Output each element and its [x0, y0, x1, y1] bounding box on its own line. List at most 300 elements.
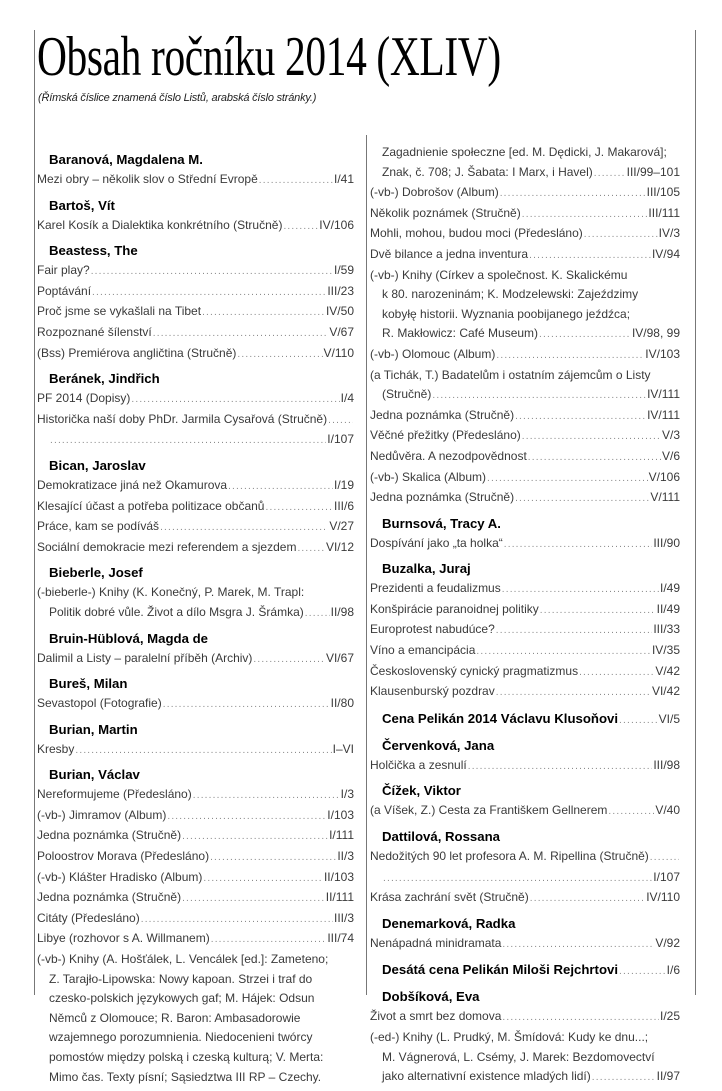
toc-entry	[37, 694, 354, 715]
toc-entry	[370, 447, 680, 468]
page-reference: IV/111	[647, 387, 680, 402]
toc-entry	[370, 934, 680, 955]
entry-line	[370, 868, 680, 889]
page-reference: III/99–101	[626, 164, 680, 179]
toc-entry	[370, 579, 680, 600]
entry-line	[370, 245, 680, 266]
toc-entry	[370, 406, 680, 427]
page-reference: III/3	[333, 910, 354, 925]
dot-leader	[160, 518, 328, 538]
page-reference: VI/12	[325, 539, 354, 554]
dot-leader	[608, 802, 654, 822]
page-reference: II/3	[337, 849, 354, 864]
entry-line	[37, 476, 354, 497]
page-reference: III/111	[648, 205, 680, 220]
entry-title: Krása zachrání svět (Stručně)	[370, 890, 529, 905]
entry-line	[370, 579, 680, 600]
page-subtitle: (Římská číslice znamená číslo Listů, arabská číslo stránky.)	[38, 92, 317, 104]
toc-block	[370, 827, 680, 909]
entry-line	[370, 934, 680, 955]
entry-title: Znak, č. 708; J. Šabata: I Marx, i Havel)	[382, 164, 593, 179]
dot-leader	[528, 448, 661, 468]
dot-leader	[259, 171, 333, 191]
dot-leader	[210, 848, 336, 868]
entry-title: Jedna poznámka (Stručně)	[37, 890, 182, 905]
entry-title: Práce, kam se podíváš	[37, 519, 160, 534]
entry-line	[370, 682, 680, 703]
toc-entry	[370, 847, 680, 888]
entry-title: R. Makłowicz: Café Museum)	[382, 326, 539, 341]
entry-title: Libye (rozhovor s A. Willmanem)	[37, 931, 210, 946]
dot-leader	[619, 962, 666, 982]
toc-block	[370, 143, 680, 509]
dot-leader	[237, 345, 322, 365]
toc-block	[37, 629, 354, 670]
page-reference: IV/3	[658, 226, 680, 241]
page-reference: IV/103	[645, 346, 680, 361]
dot-leader	[253, 650, 325, 670]
toc-block	[37, 369, 354, 451]
entry-title: Karel Kosík a Dialektika konkrétního (Stručně)	[37, 217, 283, 232]
page-reference: I/41	[333, 172, 354, 186]
toc-entry	[370, 224, 680, 245]
dot-leader	[91, 262, 333, 282]
entry-line	[370, 163, 680, 184]
entry-line	[37, 649, 354, 670]
award-entry	[370, 960, 680, 982]
toc-entry	[370, 345, 680, 366]
award-title: Cena Pelikán 2014 Václavu Klusoňovi	[382, 710, 619, 726]
page-reference: II/98	[330, 604, 354, 619]
entry-line: Mimo čas. Texty písní; Sąsiedztwa III RP – Czechy.	[49, 1069, 322, 1084]
toc-entry	[370, 488, 680, 509]
page-reference: I/3	[340, 787, 354, 802]
toc-entry	[370, 1007, 680, 1028]
entry-title: Poptávání	[37, 283, 92, 298]
dot-leader	[202, 303, 325, 323]
entry-line	[370, 345, 680, 366]
entry-title: Sevastopol (Fotografie)	[37, 696, 162, 711]
entry-line	[370, 756, 680, 777]
page-reference: I/19	[333, 477, 354, 492]
page-reference: I/4	[340, 391, 354, 406]
page-reference: I–VI	[332, 741, 354, 756]
toc-entry	[370, 426, 680, 447]
page-border-left	[34, 30, 35, 995]
author-name: Burian, Václav	[49, 767, 140, 783]
toc-block	[370, 709, 680, 731]
toc-block	[37, 456, 354, 558]
entry-line	[37, 430, 354, 451]
toc-block	[37, 674, 354, 715]
page-reference: V/111	[650, 490, 680, 505]
entry-line: Zagadnienie społeczne [ed. M. Dędicki, J. Makarová];	[382, 145, 667, 159]
page-reference: I/25	[659, 1009, 680, 1024]
page-reference: IV/94	[651, 246, 680, 261]
dot-leader	[476, 642, 651, 662]
entry-line	[370, 324, 680, 345]
toc-block	[37, 563, 354, 623]
dot-leader	[540, 601, 656, 621]
page-reference: V/106	[648, 469, 680, 484]
dot-leader	[650, 848, 679, 868]
page-reference: IV/111	[647, 407, 680, 422]
entry-title: Mohli, mohou, budou moci (Předesláno)	[370, 226, 583, 241]
entry-line	[370, 801, 680, 822]
entry-line: (-vb-) Knihy (Církev a společnost. K. Skalickému	[370, 267, 628, 282]
entry-line	[370, 385, 680, 406]
dot-leader	[515, 489, 649, 509]
entry-line	[370, 662, 680, 683]
dot-leader	[92, 283, 326, 303]
dot-leader	[584, 225, 658, 245]
entry-line	[37, 847, 354, 868]
entry-line	[37, 282, 354, 303]
toc-column-right	[370, 143, 680, 1091]
toc-block	[370, 736, 680, 777]
dot-leader	[141, 910, 333, 930]
entry-line	[370, 847, 680, 868]
toc-entry	[370, 801, 680, 822]
toc-block	[37, 720, 354, 761]
entry-line	[370, 1067, 680, 1088]
page-reference: IV/110	[646, 890, 680, 905]
dot-leader	[283, 217, 318, 237]
author-name: Bican, Jaroslav	[49, 457, 146, 473]
dot-leader	[515, 407, 646, 427]
dot-leader	[167, 807, 326, 827]
page-reference: III/6	[333, 498, 354, 513]
toc-block	[370, 514, 680, 555]
dot-leader	[75, 741, 331, 761]
dot-leader	[432, 386, 646, 406]
entry-line	[37, 826, 354, 847]
toc-entry	[370, 143, 680, 183]
dot-leader	[328, 411, 353, 431]
entry-title: Jedna poznámka (Stručně)	[37, 828, 182, 843]
page-reference: V/40	[655, 803, 680, 818]
entry-title: Kresby	[37, 741, 75, 756]
dot-leader	[383, 869, 652, 889]
page-reference: III/23	[327, 283, 354, 298]
toc-entry	[37, 868, 354, 889]
entry-line	[370, 426, 680, 447]
entry-title: Klesající účast a potřeba politizace občanů	[37, 498, 265, 513]
toc-entry	[370, 620, 680, 641]
entry-title: (-vb-) Skalica (Album)	[370, 469, 487, 484]
entry-title: Rozpoznané šílenství	[37, 324, 152, 339]
entry-line	[370, 534, 680, 555]
entry-line: k 80. narozeninám; K. Modzelewski: Zajeździmy	[382, 287, 639, 302]
toc-entry	[37, 216, 354, 237]
page-reference: III/33	[653, 622, 680, 637]
toc-entry	[370, 534, 680, 555]
page-reference: V/27	[329, 519, 354, 534]
author-name: Burian, Martin	[49, 721, 138, 737]
entry-title: Dvě bilance a jedna inventura	[370, 246, 529, 261]
entry-title: Jedna poznámka (Stručně)	[370, 490, 515, 505]
toc-entry	[37, 282, 354, 303]
toc-block	[370, 960, 680, 982]
dot-leader	[502, 580, 659, 600]
entry-line	[37, 323, 354, 344]
toc-column-left	[37, 145, 354, 1090]
entry-line	[37, 389, 354, 410]
page-reference: III/98	[653, 757, 680, 772]
dot-leader	[193, 786, 340, 806]
dot-leader	[500, 184, 646, 204]
toc-entry	[37, 389, 354, 410]
toc-entry	[370, 468, 680, 489]
entry-line	[370, 600, 680, 621]
page-reference: V/6	[661, 448, 680, 463]
author-name: Burnsová, Tracy A.	[382, 515, 501, 531]
entry-line: (-vb-) Knihy (A. Hošťálek, L. Vencálek [ed.]: Zameteno;	[37, 952, 329, 967]
entry-line	[37, 888, 354, 909]
author-name: Bartoš, Vít	[49, 197, 115, 213]
page-reference: IV/98, 99	[631, 326, 680, 341]
entry-line	[370, 183, 680, 204]
entry-line	[37, 603, 354, 624]
entry-title: Politik dobré vůle. Život a dílo Msgra J. Šrámka)	[49, 604, 304, 619]
dot-leader	[50, 431, 326, 451]
toc-entry	[370, 245, 680, 266]
toc-entry	[37, 929, 354, 950]
toc-block	[370, 914, 680, 955]
page-reference: II/49	[656, 601, 680, 616]
entry-line: M. Vágnerová, L. Csémy, J. Marek: Bezdomovectví	[382, 1049, 655, 1064]
entry-line: kobyłę historii. Wyznania poobijanego jeźdźca;	[382, 306, 631, 321]
entry-line	[37, 261, 354, 282]
entry-title: Mezi obry – několik slov o Střední Evropě	[37, 172, 258, 186]
dot-leader	[529, 246, 651, 266]
toc-entry	[370, 204, 680, 225]
entry-line	[37, 740, 354, 761]
entry-title: Několik poznámek (Stručně)	[370, 205, 521, 220]
entry-title: Československý cynický pragmatizmus	[370, 663, 579, 678]
entry-title: Klausenburský pozdrav	[370, 684, 495, 699]
entry-line: Z. Tarajło-Lipowska: Nowy kapoan. Strzei i traf do	[49, 971, 313, 986]
entry-title: Demokratizace jiná než Okamurova	[37, 477, 228, 492]
toc-entry	[37, 847, 354, 868]
entry-line	[37, 806, 354, 827]
page-reference: IV/50	[325, 304, 354, 319]
dot-leader	[522, 427, 661, 447]
dot-leader	[496, 346, 644, 366]
page-reference: I/6	[666, 963, 680, 978]
entry-title: Konšpirácie paranoidnej politiky	[370, 601, 539, 616]
page-reference: VI/67	[325, 650, 354, 665]
page-reference: VI/42	[651, 684, 680, 699]
entry-title: (a Víšek, Z.) Cesta za Františkem Gellnerem	[370, 803, 608, 818]
entry-title: Historička naší doby PhDr. Jarmila Cysařová (Stručně)	[37, 411, 328, 426]
page-reference: III/74	[327, 931, 354, 946]
entry-title: Prezidenti a feudalizmus	[370, 581, 501, 596]
entry-line	[370, 406, 680, 427]
page-reference: V/42	[655, 663, 680, 678]
page-reference: V/92	[655, 935, 680, 950]
author-name: Čížek, Viktor	[382, 783, 461, 799]
toc-entry	[37, 740, 354, 761]
toc-entry	[370, 641, 680, 662]
page-reference: II/97	[656, 1069, 680, 1084]
page-reference: II/103	[323, 869, 354, 884]
toc-entry	[37, 888, 354, 909]
entry-title: Nenápadná minidramata	[370, 935, 502, 950]
dot-leader	[153, 324, 329, 344]
entry-title: (Stručně)	[382, 387, 432, 402]
entry-line: wzajemnego porozumnienia. Niedocenieni twórcy	[49, 1030, 313, 1045]
author-name: Bruin-Hüblová, Magda de	[49, 630, 208, 646]
page-reference: I/49	[659, 581, 680, 596]
toc-entry	[37, 583, 354, 623]
entry-title: (-vb-) Klášter Hradisko (Album)	[37, 869, 203, 884]
author-name: Buzalka, Juraj	[382, 561, 471, 577]
page-title: Obsah ročníku 2014 (XLIV)	[37, 26, 501, 88]
toc-entry	[37, 785, 354, 806]
toc-entry	[37, 410, 354, 451]
toc-entry	[37, 302, 354, 323]
entry-title: Poloostrov Morava (Předesláno)	[37, 849, 210, 864]
toc-entry	[37, 517, 354, 538]
dot-leader	[592, 1068, 656, 1088]
entry-line: (-ed-) Knihy (L. Prudký, M. Šmídová: Kudy ke dnu...;	[370, 1030, 649, 1044]
entry-title: Nereformujeme (Předesláno)	[37, 787, 192, 802]
toc-entry	[370, 888, 680, 909]
author-name: Bieberle, Josef	[49, 565, 143, 581]
entry-line	[37, 694, 354, 715]
entry-title: Europrotest nabudúce?	[370, 622, 495, 637]
toc-block	[370, 781, 680, 822]
toc-entry	[37, 261, 354, 282]
dot-leader	[502, 1008, 659, 1028]
toc-block	[370, 987, 680, 1087]
entry-title: (-vb-) Jimramov (Album)	[37, 807, 167, 822]
author-name: Denemarková, Radka	[382, 915, 516, 931]
dot-leader	[297, 539, 325, 559]
author-name: Červenková, Jana	[382, 737, 495, 753]
page-reference: III/105	[646, 185, 680, 200]
dot-leader	[131, 390, 339, 410]
entry-line	[37, 497, 354, 518]
dot-leader	[305, 604, 330, 624]
page-reference: I/59	[333, 263, 354, 278]
page-reference: I/111	[329, 828, 354, 843]
page-reference: V/3	[661, 428, 680, 443]
toc-entry	[370, 183, 680, 204]
dot-leader	[182, 889, 325, 909]
entry-title: PF 2014 (Dopisy)	[37, 391, 131, 406]
toc-entry	[37, 344, 354, 365]
toc-entry	[370, 662, 680, 683]
entry-line	[37, 538, 354, 559]
page-reference: VI/5	[658, 711, 680, 726]
entry-title: Věčné přežitky (Předesláno)	[370, 428, 521, 443]
dot-leader	[203, 869, 323, 889]
toc-entry	[37, 323, 354, 344]
entry-line	[37, 170, 354, 191]
entry-line	[370, 204, 680, 225]
award-title: Desátá cena Pelikán Miloši Rejchrtovi	[382, 962, 619, 978]
dot-leader	[579, 663, 654, 683]
entry-line: (a Tichák, T.) Badatelům i ostatním zájemcům o Listy	[370, 367, 651, 382]
toc-block	[37, 241, 354, 364]
dot-leader	[211, 930, 327, 950]
entry-title: (-vb-) Dobrošov (Album)	[370, 185, 499, 200]
entry-title: Život a smrt bez domova	[370, 1009, 502, 1024]
entry-title: jako alternativní existence mladých lidí)	[382, 1069, 591, 1084]
entry-line	[370, 1007, 680, 1028]
entry-title: Citáty (Předesláno)	[37, 910, 140, 925]
dot-leader	[487, 469, 648, 489]
dot-leader	[522, 205, 648, 225]
dot-leader	[182, 827, 328, 847]
author-name: Dattilová, Rossana	[382, 829, 500, 845]
dot-leader	[496, 683, 651, 703]
author-name: Beastess, The	[49, 243, 138, 259]
entry-title: Sociální demokracie mezi referendem a sjezdem	[37, 539, 297, 554]
toc-entry	[37, 649, 354, 670]
toc-entry	[370, 600, 680, 621]
toc-entry	[370, 682, 680, 703]
toc-block	[37, 150, 354, 191]
dot-leader	[619, 711, 658, 731]
entry-line	[37, 216, 354, 237]
entry-line	[37, 929, 354, 950]
entry-title: Nedožitých 90 let profesora A. M. Ripellina (Stručně)	[370, 849, 649, 864]
entry-line	[370, 641, 680, 662]
entry-title: Proč jsme se vykašlali na Tibet	[37, 304, 202, 319]
author-name: Baranová, Magdalena M.	[49, 152, 203, 167]
toc-block	[370, 559, 680, 703]
toc-entry	[37, 497, 354, 518]
dot-leader	[539, 325, 631, 345]
toc-entry	[37, 538, 354, 559]
page-reference: V/110	[323, 345, 354, 360]
dot-leader	[163, 695, 330, 715]
entry-title: Víno a emancipácia	[370, 643, 476, 658]
entry-line	[37, 410, 354, 431]
dot-leader	[502, 935, 654, 955]
page-reference: III/90	[653, 535, 680, 550]
entry-title: (-vb-) Olomouc (Album)	[370, 346, 496, 361]
toc-entry	[37, 806, 354, 827]
page-reference: I/107	[327, 432, 354, 447]
entry-line: (-bieberle-) Knihy (K. Konečný, P. Marek, M. Trapl:	[37, 585, 305, 600]
entry-line	[370, 888, 680, 909]
entry-title: Fair play?	[37, 263, 90, 278]
entry-line	[37, 909, 354, 930]
entry-title: Holčička a zesnulí	[370, 757, 467, 772]
toc-entry	[37, 826, 354, 847]
entry-line	[370, 468, 680, 489]
entry-line	[370, 224, 680, 245]
entry-line	[370, 447, 680, 468]
entry-title: (Bss) Premiérova angličtina (Stručně)	[37, 345, 237, 360]
dot-leader	[594, 164, 626, 184]
column-divider	[366, 135, 367, 995]
page-reference: II/80	[330, 696, 354, 711]
entry-line	[370, 620, 680, 641]
entry-line: pomostów między polską i czeską kulturą; V. Merta:	[49, 1050, 324, 1064]
entry-title: Nedůvěra. A nezodpovědnost	[370, 448, 527, 463]
toc-block	[37, 765, 354, 1087]
entry-line: Němců z Olomouce; R. Baron: Ambasadorowie	[49, 1010, 301, 1025]
award-entry	[370, 709, 680, 731]
entry-line	[370, 488, 680, 509]
page-reference: I/103	[327, 807, 354, 822]
toc-entry	[370, 266, 680, 345]
